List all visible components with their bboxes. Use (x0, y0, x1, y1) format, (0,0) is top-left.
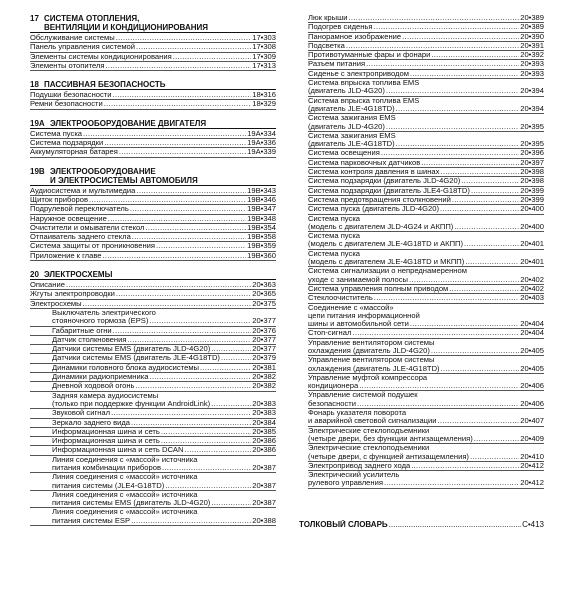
toc-entry-title: Линия соединения с «массой» источника питания системы (JLE4-G18TD) ..... (52, 473, 251, 490)
toc-entry-page: 20•377 (252, 334, 276, 344)
toc-entry (30, 336, 276, 345)
toc-entry (308, 23, 544, 32)
toc-entry (308, 471, 544, 489)
toc-entry-page: 20•387 (252, 462, 276, 472)
toc-entry (308, 294, 544, 303)
toc-entry-page: 20•406 (520, 398, 544, 408)
toc-entry-title: Управление системой подушек безопасности ..... (308, 391, 519, 408)
toc-entry-title: Разъем питания ..... (308, 60, 519, 68)
toc-entry (30, 409, 276, 418)
toc-entry-title: Очистители и омыватели стекол ..... (30, 224, 246, 232)
toc-right-column (308, 14, 544, 489)
toc-entry (30, 34, 276, 43)
toc-entry-title: Динамики радиоприемника ..... (52, 373, 251, 381)
toc-entry (308, 409, 544, 427)
toc-entry-title: Система парковочных датчиков ..... (308, 159, 519, 167)
toc-entry-title: Система пуска (двигатель JLD-4G20) ..... (308, 205, 519, 213)
toc-entry (308, 391, 544, 409)
toc-entry-title: Звуковой сигнал ..... (52, 409, 251, 417)
toc-entry (308, 339, 544, 357)
toc-entry (30, 354, 276, 363)
toc-entry (30, 364, 276, 373)
section-title-line: И ЭЛЕКТРОСИСТЕМЫ АВТОМОБИЛЯ (50, 175, 198, 185)
toc-entry-page: 20•395 (520, 139, 544, 149)
toc-entry-page: 18•329 (252, 99, 276, 109)
toc-entry-title: Система впрыска топлива EMS (двигатель JLE-4G18TD) ..... (308, 97, 519, 114)
toc-entry-title: Система предотвращения столкновений ..... (308, 196, 519, 204)
toc-entry-page: 20•405 (520, 363, 544, 373)
toc-entry-title: Датчики системы EMS (двигатель JLD-4G20) ..... (52, 345, 251, 353)
glossary-page: С•413 (522, 520, 544, 529)
toc-entry (30, 242, 276, 251)
toc-entry-title: Подогрев сиденья ..... (308, 23, 519, 31)
toc-entry-page: 20•382 (252, 372, 276, 382)
toc-entry-page: 20•383 (252, 408, 276, 418)
toc-entry-title: Электросхемы ..... (30, 300, 251, 308)
toc-entry-title: Панель управления системой ..... (30, 43, 251, 51)
toc-entry-page: 20•393 (520, 68, 544, 78)
toc-entry (308, 70, 544, 79)
toc-entry-title: Датчик столкновения ..... (52, 336, 251, 344)
toc-entry (30, 215, 276, 224)
toc-section (30, 119, 276, 158)
toc-entry-title: Система подзарядки (двигатель JLD-4G20) ..... (308, 177, 519, 185)
toc-entry-page: 20•394 (520, 103, 544, 113)
toc-entry-title: Стеклоочиститель ..... (308, 294, 519, 302)
toc-entry-title: Щиток приборов ..... (30, 196, 246, 204)
toc-entry (308, 304, 544, 330)
toc-entry (30, 148, 276, 157)
toc-entry-page: 20•395 (520, 121, 544, 131)
toc-entry (308, 149, 544, 158)
section-title-line: ЭЛЕКТРООБОРУДОВАНИЕ (50, 166, 156, 176)
toc-entry-title: Отпаиватель заднего стекла ..... (30, 233, 246, 241)
toc-entry-title: Система впрыска топлива EMS (двигатель JLD-4G20) ..... (308, 79, 519, 96)
toc-entry-page: 20•377 (252, 316, 276, 326)
section-heading (30, 80, 276, 89)
toc-entry-page: 17•313 (252, 60, 276, 70)
toc-entry-page: 20•377 (252, 344, 276, 354)
toc-entry-page: 20•396 (520, 148, 544, 158)
toc-entry-page: 19B•359 (247, 241, 276, 251)
toc-entry-page: 20•389 (520, 13, 544, 22)
section-divider (30, 185, 276, 186)
toc-entry (308, 51, 544, 60)
toc-entry-title: Система пуска (модель с двигателем JLE-4G18TD и АКПП) ..... (308, 232, 519, 249)
toc-entry (30, 428, 276, 437)
toc-entry-title: Система защиты от проникновения ..... (30, 242, 246, 250)
toc-entry-title: Система подзарядки (двигатель JLE4-G18TD) ..... (308, 187, 519, 195)
toc-entry-title: Приложение к главе ..... (30, 252, 246, 260)
toc-entry-title: Система пуска ..... (30, 130, 246, 138)
glossary-entry (299, 520, 544, 530)
toc-entry-title: Система зажигания EMS (двигатель JLD-4G20) ..... (308, 114, 519, 131)
toc-entry (308, 177, 544, 186)
toc-entry-title: Электрический усилитель рулевого управления ..... (308, 471, 519, 488)
toc-entry (30, 53, 276, 62)
toc-entry-title: Стоп-сигнал ..... (308, 329, 519, 337)
toc-entry-title: Электрические стеклоподъемники (четыре двери, с функцией антизащемления) ..... (308, 444, 519, 461)
section-divider (30, 32, 276, 33)
toc-entry-title: Система пуска (модель с двигателем JLD-4G24 и АКПП) ..... (308, 215, 519, 232)
toc-entry-page: 20•406 (520, 381, 544, 391)
toc-entry-page: 20•382 (252, 381, 276, 391)
toc-entry-title: Описание ..... (30, 281, 251, 289)
toc-entry (308, 462, 544, 471)
toc-entry-title: Система контроля давления в шинах ..... (308, 168, 519, 176)
toc-entry-page: 20•391 (520, 40, 544, 50)
toc-entry (30, 233, 276, 242)
toc-entry-title: Система зажигания EMS (двигатель JLE-4G18TD) ..... (308, 132, 519, 149)
toc-entry-title: Подушки безопасности ..... (30, 91, 251, 99)
toc-entry-page: 20•402 (520, 283, 544, 293)
toc-entry-page: 20•376 (252, 325, 276, 335)
toc-entry-title: Выключатель электрического стояночного тормоза (EPS) ..... (52, 309, 251, 326)
section-number: 17 (30, 14, 39, 23)
toc-entry-page: 20•400 (520, 221, 544, 231)
toc-entry-page: 20•399 (520, 185, 544, 195)
toc-entry (30, 187, 276, 196)
toc-entry (30, 281, 276, 290)
toc-entry-title: Аудиосистема и мультимедиа ..... (30, 187, 246, 195)
toc-entry-page: 20•410 (520, 451, 544, 461)
toc-entry (308, 215, 544, 233)
toc-entry-title: Сиденье с электроприводом ..... (308, 70, 519, 78)
section-divider (30, 279, 276, 280)
toc-left-column (30, 14, 276, 526)
toc-entry (30, 252, 276, 261)
toc-entry-page: 19B•358 (247, 232, 276, 242)
toc-entry (308, 444, 544, 462)
toc-entry-page: 20•399 (520, 194, 544, 204)
toc-entry-title: Зеркало заднего вида ..... (52, 419, 251, 427)
toc-entry (308, 42, 544, 51)
toc-entry-page: 17•308 (252, 42, 276, 52)
toc-entry (308, 14, 544, 23)
toc-entry (30, 196, 276, 205)
toc-entry (308, 267, 544, 285)
toc-entry-page: 20•398 (520, 176, 544, 186)
toc-entry-page: 20•394 (520, 86, 544, 96)
toc-entry-title: Жгуты электропроводки ..... (30, 290, 251, 298)
toc-entry-title: Электропривод заднего хода ..... (308, 462, 519, 470)
toc-entry-page: 20•363 (252, 280, 276, 290)
section-title-line: СИСТЕМА ОТОПЛЕНИЯ, (44, 14, 140, 23)
toc-entry-page: 20•400 (520, 204, 544, 214)
toc-entry-title: Подсветка ..... (308, 42, 519, 50)
toc-entry-title: Подрулевой переключатель ..... (30, 205, 246, 213)
toc-entry-title: Управление муфтой компрессора кондиционера ..... (308, 374, 519, 391)
toc-entry-title: Информационная шина и сеть ..... (52, 428, 251, 436)
toc-entry (308, 187, 544, 196)
toc-entry-page: 20•390 (520, 31, 544, 41)
toc-entry-page: 20•407 (520, 416, 544, 426)
toc-entry-title: Информационная шина и сеть ..... (52, 437, 251, 445)
glossary-title: ТОЛКОВЫЙ СЛОВАРЬ ..... (299, 520, 521, 530)
toc-entry-page: 20•403 (520, 293, 544, 303)
toc-entry-page: 18•316 (252, 90, 276, 100)
toc-entry (308, 356, 544, 374)
toc-entry-page: 20•379 (252, 353, 276, 363)
section-number: 18 (30, 80, 39, 90)
toc-section (30, 14, 276, 71)
toc-entry-page: 19A•336 (247, 138, 276, 148)
toc-entry-page: 20•392 (520, 50, 544, 60)
toc-entry-page: 20•375 (252, 298, 276, 308)
toc-entry (30, 130, 276, 139)
toc-entry (30, 327, 276, 336)
toc-entry (30, 62, 276, 71)
toc-entry-page: 17•309 (252, 51, 276, 61)
toc-entry-title: Система подзарядки ..... (30, 139, 246, 147)
toc-entry-title: Информационная шина и сеть DCAN ..... (52, 446, 251, 454)
toc-entry-page: 17•303 (252, 33, 276, 42)
toc-entry-page: 20•365 (252, 289, 276, 299)
toc-entry-title: Люк крыши ..... (308, 14, 519, 22)
toc-entry-page: 19B•348 (247, 213, 276, 223)
toc-entry-title: Линия соединения с «массой» источника питания комбинации приборов ..... (52, 456, 251, 473)
toc-entry (308, 427, 544, 445)
section-number: 20 (30, 270, 39, 280)
toc-entry-title: Задняя камера аудиосистемы (только при поддержке функции AndroidLink) ..... (52, 392, 251, 409)
toc-section (30, 167, 276, 261)
section-title-line: ПАССИВНАЯ БЕЗОПАСНОСТЬ (44, 80, 166, 90)
toc-entry-page: 19B•347 (247, 204, 276, 214)
toc-entry-page: 19A•339 (247, 147, 276, 157)
toc-entry-page: 20•398 (520, 167, 544, 177)
toc-entry (30, 309, 276, 327)
toc-entry (308, 196, 544, 205)
toc-entry (308, 97, 544, 115)
toc-entry-title: Система освещения ..... (308, 149, 519, 157)
toc-entry (30, 392, 276, 410)
toc-entry (30, 373, 276, 382)
toc-entry-title: Противотуманные фары и фонари ..... (308, 51, 519, 59)
section-heading (30, 14, 276, 32)
toc-entry (308, 250, 544, 268)
toc-entry-page: 20•383 (252, 398, 276, 408)
toc-section (30, 80, 276, 110)
toc-entry (30, 205, 276, 214)
toc-entry-page: 20•405 (520, 345, 544, 355)
toc-entry-title: Элементы отопителя ..... (30, 62, 251, 70)
toc-entry (308, 132, 544, 150)
toc-entry-page: 20•389 (520, 22, 544, 32)
toc-entry (30, 345, 276, 354)
toc-entry (30, 382, 276, 391)
toc-entry-page: 20•412 (520, 460, 544, 470)
toc-entry-page: 20•409 (520, 433, 544, 443)
toc-entry-title: Дневной ходовой огонь ..... (52, 382, 251, 390)
toc-entry-title: Обслуживание системы ..... (30, 34, 251, 42)
toc-entry-title: Управление вентилятором системы охлаждения (двигатель JLD-4G20) ..... (308, 339, 519, 356)
toc-entry (308, 329, 544, 338)
toc-entry-page: 20•401 (520, 239, 544, 249)
toc-entry (30, 290, 276, 299)
toc-entry-title: Датчики системы EMS (двигатель JLE-4G18TD) ..... (52, 354, 251, 362)
toc-entry (308, 114, 544, 132)
toc-entry-page: 20•404 (520, 319, 544, 329)
toc-entry (30, 456, 276, 474)
toc-entry (30, 446, 276, 455)
toc-entry (30, 419, 276, 428)
toc-entry (30, 300, 276, 309)
toc-entry-page: 20•397 (520, 157, 544, 167)
section-title-line: ЭЛЕКТРООБОРУДОВАНИЕ ДВИГАТЕЛЯ (50, 118, 207, 128)
toc-entry (30, 508, 276, 526)
section-title-line: ВЕНТИЛЯЦИИ И КОНДИЦИОНИРОВАНИЯ (44, 23, 208, 32)
toc-entry-page: 20•402 (520, 274, 544, 284)
toc-entry-title: Динамики головного блока аудиосистемы ..... (52, 364, 251, 372)
toc-entry-page: 20•412 (520, 478, 544, 488)
toc-entry (308, 232, 544, 250)
toc-entry-page: 20•386 (252, 436, 276, 446)
section-heading (30, 119, 276, 128)
toc-entry-title: Панорамное изображение ..... (308, 33, 519, 41)
toc-entry-page: 20•393 (520, 59, 544, 69)
toc-entry-page: 19B•354 (247, 222, 276, 232)
toc-entry-page: 19A•334 (247, 128, 276, 138)
toc-entry-page: 19B•343 (247, 185, 276, 195)
toc-entry-title: Управление вентилятором системы охлаждения (двигатель JLE-4G18TD) ..... (308, 356, 519, 373)
section-divider (30, 128, 276, 129)
toc-entry-title: Электрические стеклоподъемники (четыре двери, без функции антизащемления) ..... (308, 427, 519, 444)
toc-entry (30, 437, 276, 446)
toc-entry-page: 19B•346 (247, 194, 276, 204)
toc-section (30, 270, 276, 526)
toc-entry-page: 20•381 (252, 362, 276, 372)
toc-entry (308, 33, 544, 42)
toc-entry (308, 205, 544, 214)
toc-entry-title: Система пуска (модель с двигателем JLE-4G18TD и МКПП) ..... (308, 250, 519, 267)
toc-entry-page: 19B•360 (247, 250, 276, 260)
toc-entry (30, 224, 276, 233)
section-number: 19B (30, 166, 45, 176)
toc-entry (30, 100, 276, 109)
toc-entry-title: Ремни безопасности ..... (30, 100, 251, 108)
toc-entry-title: Элементы системы кондиционирования ..... (30, 53, 251, 61)
toc-entry-title: Фонарь указателя поворота и аварийной световой сигнализации ..... (308, 409, 519, 426)
toc-entry (308, 374, 544, 392)
toc-entry-title: Аккумуляторная батарея ..... (30, 148, 246, 156)
toc-entry (30, 491, 276, 509)
section-number: 19A (30, 118, 45, 128)
toc-entry (308, 168, 544, 177)
toc-entry-title: Линия соединения с «массой» источника питания системы ESP ..... (52, 508, 251, 525)
section-divider (30, 89, 276, 90)
toc-entry-title: Габаритные огни ..... (52, 327, 251, 335)
toc-entry-title: Линия соединения с «массой» источника питания системы EMS (двигатель JLD-4G20) ..... (52, 491, 251, 508)
toc-entry (30, 139, 276, 148)
toc-entry-title: Система сигнализации о непреднамеренном уходе с занимаемой полосы ..... (308, 267, 519, 284)
toc-entry (308, 159, 544, 168)
toc-entry-page: 20•386 (252, 445, 276, 455)
toc-entry-page: 20•404 (520, 328, 544, 338)
section-heading (30, 167, 276, 185)
toc-entry-page: 20•384 (252, 417, 276, 427)
toc-entry-page: 20•387 (252, 480, 276, 490)
toc-entry (308, 60, 544, 69)
toc-entry-title: Наружное освещение ..... (30, 215, 246, 223)
toc-entry (308, 285, 544, 294)
toc-entry-page: 20•401 (520, 257, 544, 267)
toc-entry-page: 20•387 (252, 498, 276, 508)
toc-entry (30, 91, 276, 100)
toc-entry (30, 43, 276, 52)
toc-entry-title: Система управления полным приводом ..... (308, 285, 519, 293)
section-title-line: ЭЛЕКТРОСХЕМЫ (44, 270, 113, 280)
toc-entry-page: 20•388 (252, 515, 276, 525)
toc-entry-page: 20•385 (252, 426, 276, 436)
toc-entry (30, 473, 276, 491)
section-heading (30, 270, 276, 279)
toc-entry (308, 79, 544, 97)
toc-entry-title: Соединение с «массой» цепи питания информационной шины и автомобильной сети ..... (308, 304, 519, 329)
